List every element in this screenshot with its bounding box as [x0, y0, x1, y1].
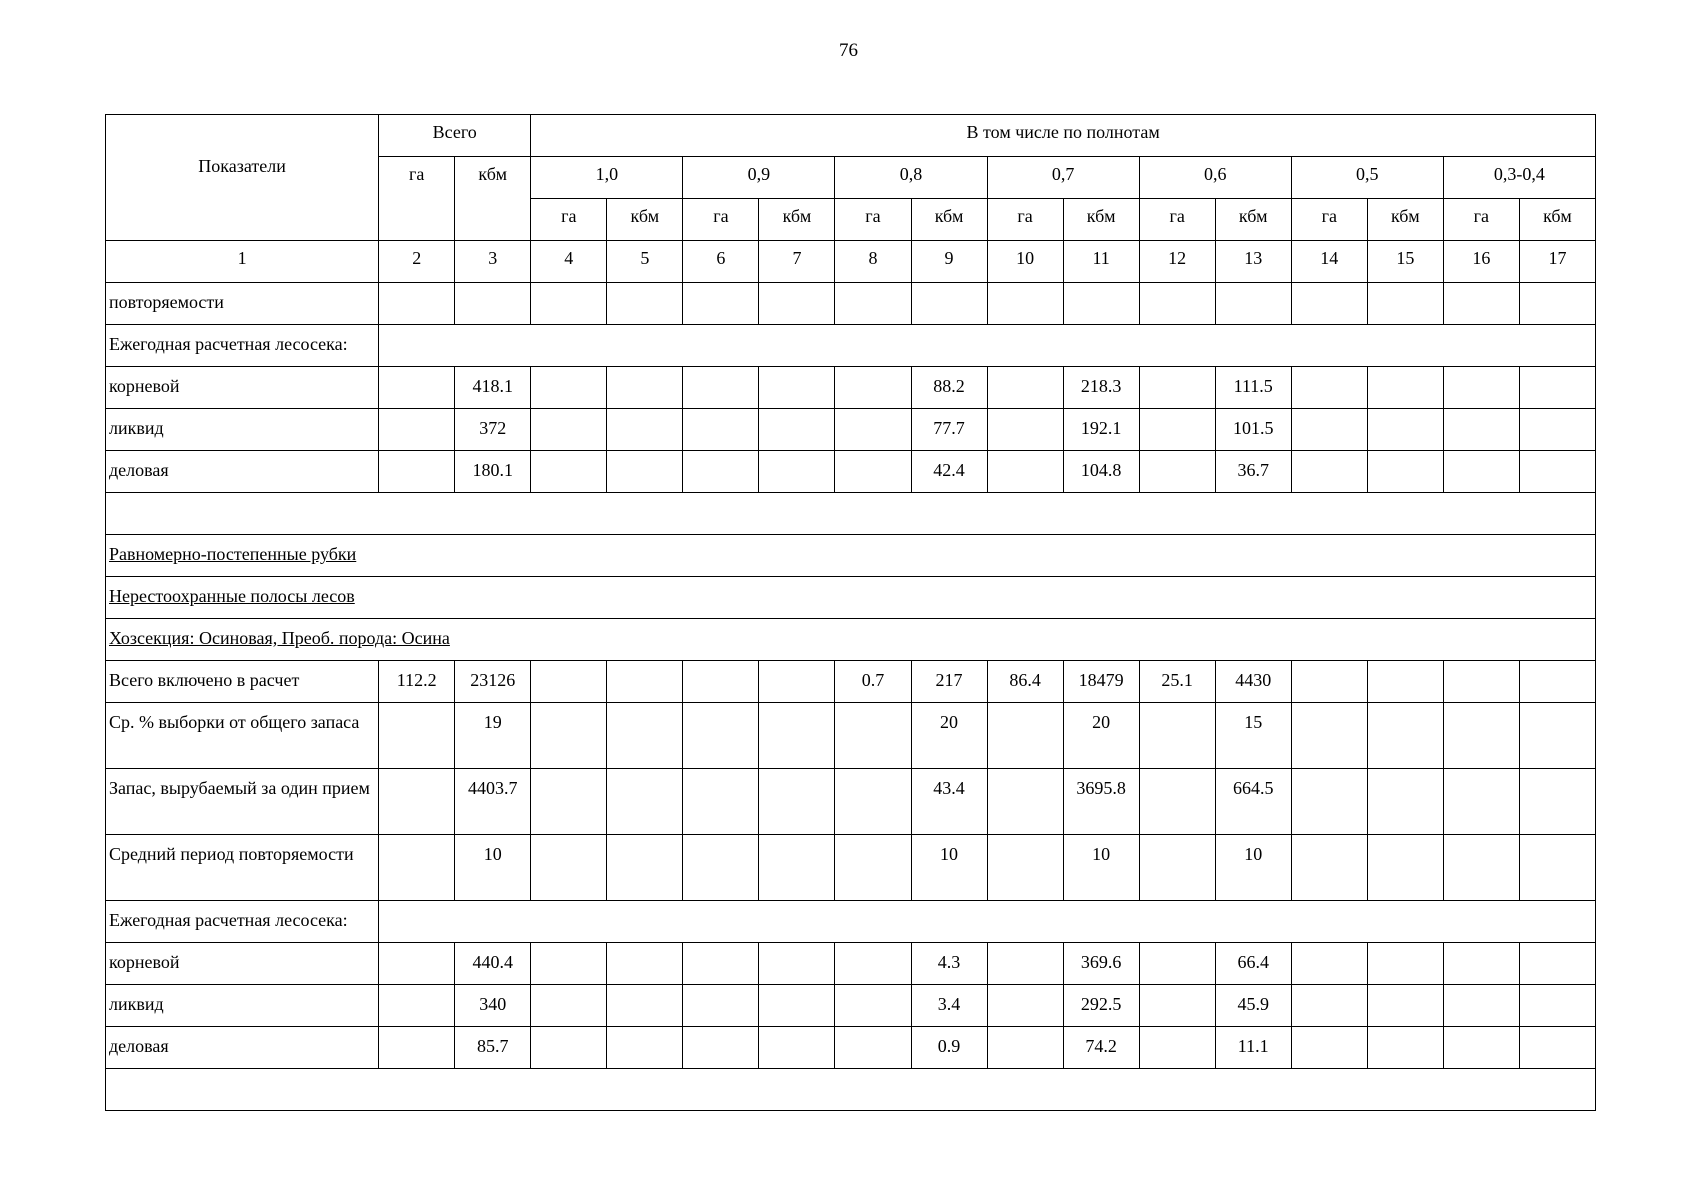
- section-filler: [379, 325, 1596, 367]
- row-label: деловая: [106, 1027, 379, 1069]
- table-cell: [835, 1027, 911, 1069]
- table-cell: [531, 1027, 607, 1069]
- column-number: 15: [1367, 241, 1443, 283]
- table-cell: 3.4: [911, 985, 987, 1027]
- table-cell: 19: [455, 703, 531, 769]
- table-cell: [683, 1027, 759, 1069]
- table-cell: 74.2: [1063, 1027, 1139, 1069]
- table-cell: [1519, 943, 1595, 985]
- table-row: [106, 451, 1596, 493]
- blank-row: [106, 493, 1596, 535]
- table-cell: 10: [455, 835, 531, 901]
- row-label: Всего включено в расчет: [106, 661, 379, 703]
- table-cell: [1291, 1027, 1367, 1069]
- section-title-text: Хозсекция: Осиновая, Преоб. порода: Осина: [109, 628, 450, 648]
- column-number: 17: [1519, 241, 1595, 283]
- table-cell: [607, 283, 683, 325]
- section-row: [106, 325, 1596, 367]
- row-label: Ежегодная расчетная лесосека:: [106, 325, 379, 367]
- table-cell: [1443, 283, 1519, 325]
- table-cell: [531, 409, 607, 451]
- table-cell: 11.1: [1215, 1027, 1291, 1069]
- title-row: [106, 577, 1596, 619]
- column-number: 16: [1443, 241, 1519, 283]
- table-cell: [1139, 835, 1215, 901]
- table-cell: 10: [1215, 835, 1291, 901]
- table-cell: 3695.8: [1063, 769, 1139, 835]
- table-cell: [1367, 1027, 1443, 1069]
- table-cell: [1139, 943, 1215, 985]
- table-cell: 4430: [1215, 661, 1291, 703]
- table-cell: [1443, 409, 1519, 451]
- column-number: 8: [835, 241, 911, 283]
- table-cell: [1443, 835, 1519, 901]
- table-cell: [531, 703, 607, 769]
- table-cell: [379, 769, 455, 835]
- table-cell: [683, 943, 759, 985]
- table-cell: [987, 835, 1063, 901]
- table-cell: 86.4: [987, 661, 1063, 703]
- table-body: [106, 283, 1596, 1111]
- table-cell: [1367, 661, 1443, 703]
- table-cell: [1367, 409, 1443, 451]
- table-cell: [759, 769, 835, 835]
- table-row: [106, 769, 1596, 835]
- table-cell: [1367, 943, 1443, 985]
- table-cell: [759, 367, 835, 409]
- table-cell: [683, 451, 759, 493]
- table-cell: [607, 409, 683, 451]
- table-cell: [987, 367, 1063, 409]
- table-cell: [1443, 1027, 1519, 1069]
- table-cell: [1139, 703, 1215, 769]
- table-cell: 20: [1063, 703, 1139, 769]
- header-density: 0,7: [987, 157, 1139, 199]
- header-density: 0,8: [835, 157, 987, 199]
- header-total: Всего: [379, 115, 531, 157]
- column-number: 12: [1139, 241, 1215, 283]
- column-number: 1: [106, 241, 379, 283]
- blank-cell: [106, 1069, 1596, 1111]
- table-cell: [987, 703, 1063, 769]
- table-cell: 292.5: [1063, 985, 1139, 1027]
- table-row: [106, 985, 1596, 1027]
- row-label: деловая: [106, 451, 379, 493]
- table-cell: [607, 1027, 683, 1069]
- table-cell: 104.8: [1063, 451, 1139, 493]
- table-cell: [987, 943, 1063, 985]
- table-row: [106, 409, 1596, 451]
- table-cell: [759, 409, 835, 451]
- table-cell: 88.2: [911, 367, 987, 409]
- table-cell: [835, 985, 911, 1027]
- table-cell: [835, 451, 911, 493]
- table-cell: 418.1: [455, 367, 531, 409]
- table-cell: [531, 661, 607, 703]
- column-number: 9: [911, 241, 987, 283]
- table-header: [106, 115, 1596, 283]
- table-cell: [683, 769, 759, 835]
- table-cell: [379, 451, 455, 493]
- blank-row: [106, 1069, 1596, 1111]
- row-label: ликвид: [106, 985, 379, 1027]
- table-cell: [607, 835, 683, 901]
- table-cell: 4.3: [911, 943, 987, 985]
- table-cell: 4403.7: [455, 769, 531, 835]
- header-unit-kbm: кбм: [759, 199, 835, 241]
- header-density: 0,6: [1139, 157, 1291, 199]
- table-cell: [1367, 985, 1443, 1027]
- row-label: ликвид: [106, 409, 379, 451]
- table-cell: 101.5: [1215, 409, 1291, 451]
- table-cell: 15: [1215, 703, 1291, 769]
- section-title-text: Равномерно-постепенные рубки: [109, 544, 357, 564]
- table-cell: [531, 985, 607, 1027]
- table-cell: [1443, 943, 1519, 985]
- table-cell: [1139, 1027, 1215, 1069]
- table-cell: [607, 451, 683, 493]
- header-total-ha: га: [379, 157, 455, 241]
- table-cell: 23126: [455, 661, 531, 703]
- table-cell: [1367, 769, 1443, 835]
- table-row: [106, 661, 1596, 703]
- table-row: [106, 703, 1596, 769]
- header-unit-ha: га: [1443, 199, 1519, 241]
- table-cell: [1443, 985, 1519, 1027]
- table-cell: [987, 769, 1063, 835]
- table-cell: [987, 1027, 1063, 1069]
- table-cell: [531, 835, 607, 901]
- header-density: 1,0: [531, 157, 683, 199]
- row-label: повторяемости: [106, 283, 379, 325]
- column-number: 14: [1291, 241, 1367, 283]
- table-cell: [759, 661, 835, 703]
- table-cell: 36.7: [1215, 451, 1291, 493]
- table-cell: [1443, 703, 1519, 769]
- table-cell: [379, 943, 455, 985]
- section-filler: [379, 901, 1596, 943]
- header-unit-kbm: кбм: [1215, 199, 1291, 241]
- table-cell: [379, 835, 455, 901]
- section-row: [106, 901, 1596, 943]
- table-cell: [1063, 283, 1139, 325]
- table-cell: 85.7: [455, 1027, 531, 1069]
- header-unit-ha: га: [835, 199, 911, 241]
- table-cell: [1367, 451, 1443, 493]
- header-unit-kbm: кбм: [1063, 199, 1139, 241]
- table-cell: [1367, 703, 1443, 769]
- table-cell: [607, 367, 683, 409]
- table-cell: [1291, 943, 1367, 985]
- table-cell: [1291, 985, 1367, 1027]
- table-cell: [379, 409, 455, 451]
- header-by-density: В том числе по полнотам: [531, 115, 1596, 157]
- table-cell: 340: [455, 985, 531, 1027]
- row-label: Ср. % выборки от общего запаса: [106, 703, 379, 769]
- section-title: [106, 577, 1596, 619]
- table-cell: 664.5: [1215, 769, 1291, 835]
- table-cell: [835, 283, 911, 325]
- table-cell: 10: [911, 835, 987, 901]
- table-cell: [1443, 451, 1519, 493]
- table-cell: [1291, 661, 1367, 703]
- header-unit-ha: га: [1291, 199, 1367, 241]
- table-cell: [1215, 283, 1291, 325]
- section-title: [106, 535, 1596, 577]
- table-cell: [835, 943, 911, 985]
- header-unit-ha: га: [531, 199, 607, 241]
- table-cell: [987, 985, 1063, 1027]
- table-cell: [531, 283, 607, 325]
- table-cell: [835, 769, 911, 835]
- table-cell: 0.9: [911, 1027, 987, 1069]
- table-cell: [1367, 835, 1443, 901]
- table-cell: 45.9: [1215, 985, 1291, 1027]
- table-cell: 0.7: [835, 661, 911, 703]
- table-cell: [1519, 661, 1595, 703]
- column-number: 10: [987, 241, 1063, 283]
- table-cell: [1519, 283, 1595, 325]
- section-title: [106, 619, 1596, 661]
- table-cell: [531, 769, 607, 835]
- table-cell: [683, 661, 759, 703]
- table-cell: [531, 367, 607, 409]
- table-cell: [1443, 367, 1519, 409]
- table-row: [106, 1027, 1596, 1069]
- column-number: 6: [683, 241, 759, 283]
- row-label: Средний период повторяемости: [106, 835, 379, 901]
- table-cell: [1139, 985, 1215, 1027]
- table-cell: [607, 661, 683, 703]
- header-indicators: Показатели: [106, 115, 379, 241]
- table-cell: [1291, 451, 1367, 493]
- row-label: корневой: [106, 943, 379, 985]
- column-number: 4: [531, 241, 607, 283]
- table-cell: [1367, 367, 1443, 409]
- header-unit-kbm: кбм: [911, 199, 987, 241]
- column-number: 11: [1063, 241, 1139, 283]
- table-cell: [759, 451, 835, 493]
- header-unit-kbm: кбм: [1519, 199, 1595, 241]
- table-cell: [1519, 409, 1595, 451]
- header-unit-ha: га: [683, 199, 759, 241]
- table-cell: [379, 985, 455, 1027]
- table-cell: [531, 451, 607, 493]
- table-cell: [607, 943, 683, 985]
- title-row: [106, 619, 1596, 661]
- table-cell: 218.3: [1063, 367, 1139, 409]
- table-cell: [379, 1027, 455, 1069]
- table-cell: 180.1: [455, 451, 531, 493]
- table-row: [106, 283, 1596, 325]
- table-row: [106, 835, 1596, 901]
- table-cell: 369.6: [1063, 943, 1139, 985]
- row-label: корневой: [106, 367, 379, 409]
- table-cell: [1139, 367, 1215, 409]
- table-cell: [1291, 367, 1367, 409]
- header-unit-kbm: кбм: [1367, 199, 1443, 241]
- column-number: 13: [1215, 241, 1291, 283]
- header-density: 0,9: [683, 157, 835, 199]
- table-cell: 112.2: [379, 661, 455, 703]
- table-cell: [683, 367, 759, 409]
- header-column-numbers-row: [106, 241, 1596, 283]
- column-number: 3: [455, 241, 531, 283]
- column-number: 7: [759, 241, 835, 283]
- column-number: 2: [379, 241, 455, 283]
- table-cell: [607, 703, 683, 769]
- table-cell: [1291, 769, 1367, 835]
- header-unit-ha: га: [1139, 199, 1215, 241]
- table-cell: 42.4: [911, 451, 987, 493]
- table-cell: [759, 985, 835, 1027]
- header-unit-ha: га: [987, 199, 1063, 241]
- table-cell: [759, 835, 835, 901]
- table-cell: [1291, 835, 1367, 901]
- column-number: 5: [607, 241, 683, 283]
- table-cell: [835, 409, 911, 451]
- table-cell: 192.1: [1063, 409, 1139, 451]
- table-cell: [607, 985, 683, 1027]
- table-cell: [379, 367, 455, 409]
- table-cell: 372: [455, 409, 531, 451]
- table-cell: [1291, 283, 1367, 325]
- row-label: Ежегодная расчетная лесосека:: [106, 901, 379, 943]
- table-cell: [835, 367, 911, 409]
- table-cell: [1443, 661, 1519, 703]
- table-cell: 440.4: [455, 943, 531, 985]
- table-cell: [759, 703, 835, 769]
- table-cell: [759, 1027, 835, 1069]
- title-row: [106, 535, 1596, 577]
- header-density: 0,3-0,4: [1443, 157, 1595, 199]
- table-cell: [987, 283, 1063, 325]
- table-cell: 111.5: [1215, 367, 1291, 409]
- table-cell: 66.4: [1215, 943, 1291, 985]
- table-cell: 10: [1063, 835, 1139, 901]
- blank-cell: [106, 493, 1596, 535]
- table-cell: 20: [911, 703, 987, 769]
- table-cell: [379, 283, 455, 325]
- table-cell: [987, 451, 1063, 493]
- table-cell: 217: [911, 661, 987, 703]
- forest-cutting-table: [105, 114, 1596, 1111]
- table-cell: [683, 835, 759, 901]
- table-row: [106, 943, 1596, 985]
- table-cell: [531, 943, 607, 985]
- table-cell: [1519, 985, 1595, 1027]
- table-cell: [759, 943, 835, 985]
- table-cell: 77.7: [911, 409, 987, 451]
- table-cell: [379, 703, 455, 769]
- table-cell: [1519, 451, 1595, 493]
- table-cell: [1139, 283, 1215, 325]
- table-cell: [683, 409, 759, 451]
- header-unit-kbm: кбм: [607, 199, 683, 241]
- table-cell: [683, 985, 759, 1027]
- table-cell: [683, 703, 759, 769]
- table-cell: [835, 703, 911, 769]
- table-cell: [1367, 283, 1443, 325]
- table-cell: [987, 409, 1063, 451]
- table-cell: [1291, 409, 1367, 451]
- table-cell: 25.1: [1139, 661, 1215, 703]
- table-cell: [1519, 703, 1595, 769]
- table-cell: [1139, 451, 1215, 493]
- table-cell: [607, 769, 683, 835]
- table-cell: [1291, 703, 1367, 769]
- table-cell: [1443, 769, 1519, 835]
- row-label: Запас, вырубаемый за один прием: [106, 769, 379, 835]
- page-number: 76: [839, 40, 858, 61]
- table-cell: [835, 835, 911, 901]
- table-cell: [1519, 769, 1595, 835]
- table-cell: [1519, 1027, 1595, 1069]
- table-cell: [455, 283, 531, 325]
- table-cell: [759, 283, 835, 325]
- header-total-kbm: кбм: [455, 157, 531, 241]
- table-cell: 18479: [1063, 661, 1139, 703]
- table-cell: 43.4: [911, 769, 987, 835]
- table-cell: [1139, 769, 1215, 835]
- table-cell: [1519, 835, 1595, 901]
- header-density: 0,5: [1291, 157, 1443, 199]
- table-cell: [683, 283, 759, 325]
- section-title-text: Нерестоохранные полосы лесов: [109, 586, 355, 606]
- table-row: [106, 367, 1596, 409]
- table-cell: [1519, 367, 1595, 409]
- table-cell: [1139, 409, 1215, 451]
- table-cell: [911, 283, 987, 325]
